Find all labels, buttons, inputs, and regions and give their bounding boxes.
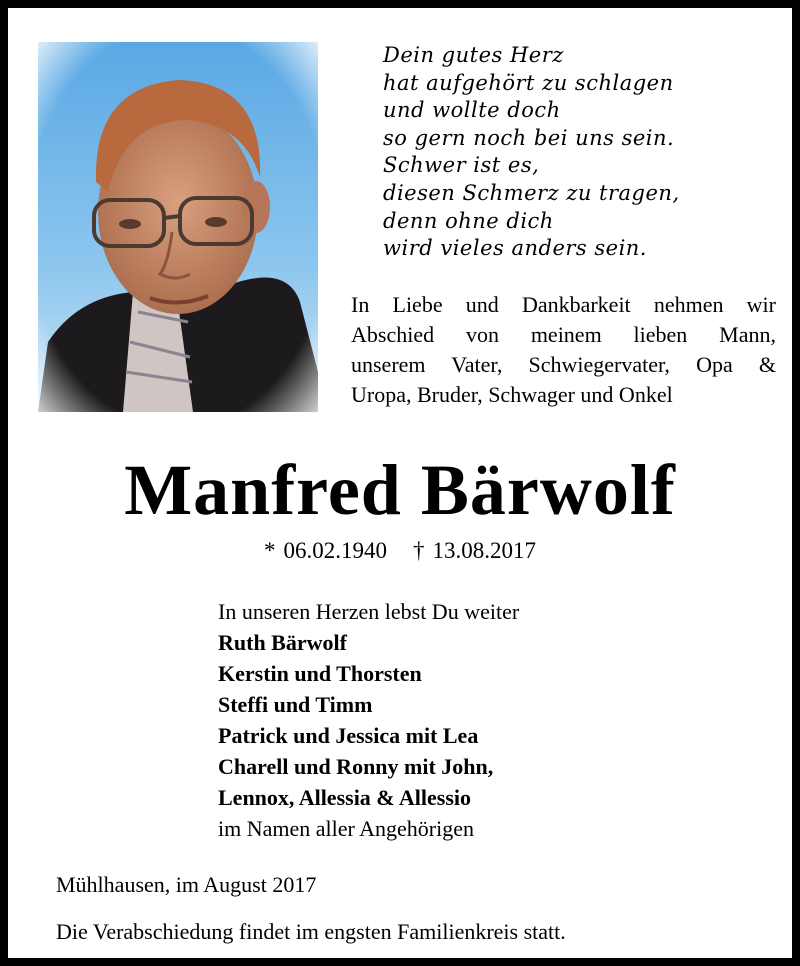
funeral-note: Die Verabschiedung findet im engsten Familienkreis statt. <box>56 919 566 944</box>
family-name: Lennox, Allessia & Allessio <box>218 785 472 810</box>
family-name: Patrick und Jessica mit Lea <box>218 723 479 748</box>
family-name: Charell und Ronny mit John, <box>218 754 494 779</box>
poem-line: hat aufgehört zu schlagen <box>383 70 674 95</box>
family-name: Steffi und Timm <box>218 692 373 717</box>
family-closing: im Namen aller Angehörigen <box>218 816 474 841</box>
portrait-image <box>38 42 318 412</box>
intro-line: Abschied von meinem lieben Mann, <box>351 322 776 347</box>
family-name: Kerstin und Thorsten <box>218 661 422 686</box>
family-name: Ruth Bärwolf <box>218 630 347 655</box>
place-date: Mühlhausen, im August 2017 <box>56 872 317 897</box>
poem-line: Schwer ist es, <box>383 153 540 178</box>
birth-symbol: * <box>264 538 276 563</box>
poem-line: und wollte doch <box>383 98 561 123</box>
poem-line: so gern noch bei uns sein. <box>383 125 675 150</box>
birth-date: 06.02.1940 <box>283 538 387 563</box>
deceased-name: Manfred Bärwolf <box>124 450 676 530</box>
death-symbol: † <box>413 538 425 563</box>
poem-line: Dein gutes Herz <box>383 43 564 67</box>
life-dates <box>8 536 792 566</box>
intro-line: In Liebe und Dankbarkeit nehmen wir <box>351 292 776 317</box>
intro-line: Uropa, Bruder, Schwager und Onkel <box>351 382 673 407</box>
poem-line: wird vieles anders sein. <box>383 236 647 261</box>
poem <box>383 42 773 263</box>
portrait-photo <box>38 42 318 412</box>
farewell-intro <box>351 290 776 410</box>
family-block <box>218 596 698 844</box>
death-date: 13.08.2017 <box>432 538 536 563</box>
poem-line: diesen Schmerz zu tragen, <box>383 180 680 205</box>
family-opening: In unseren Herzen lebst Du weiter <box>218 599 520 624</box>
poem-line: denn ohne dich <box>383 208 554 233</box>
intro-line: unserem Vater, Schwiegervater, Opa & <box>351 352 776 377</box>
